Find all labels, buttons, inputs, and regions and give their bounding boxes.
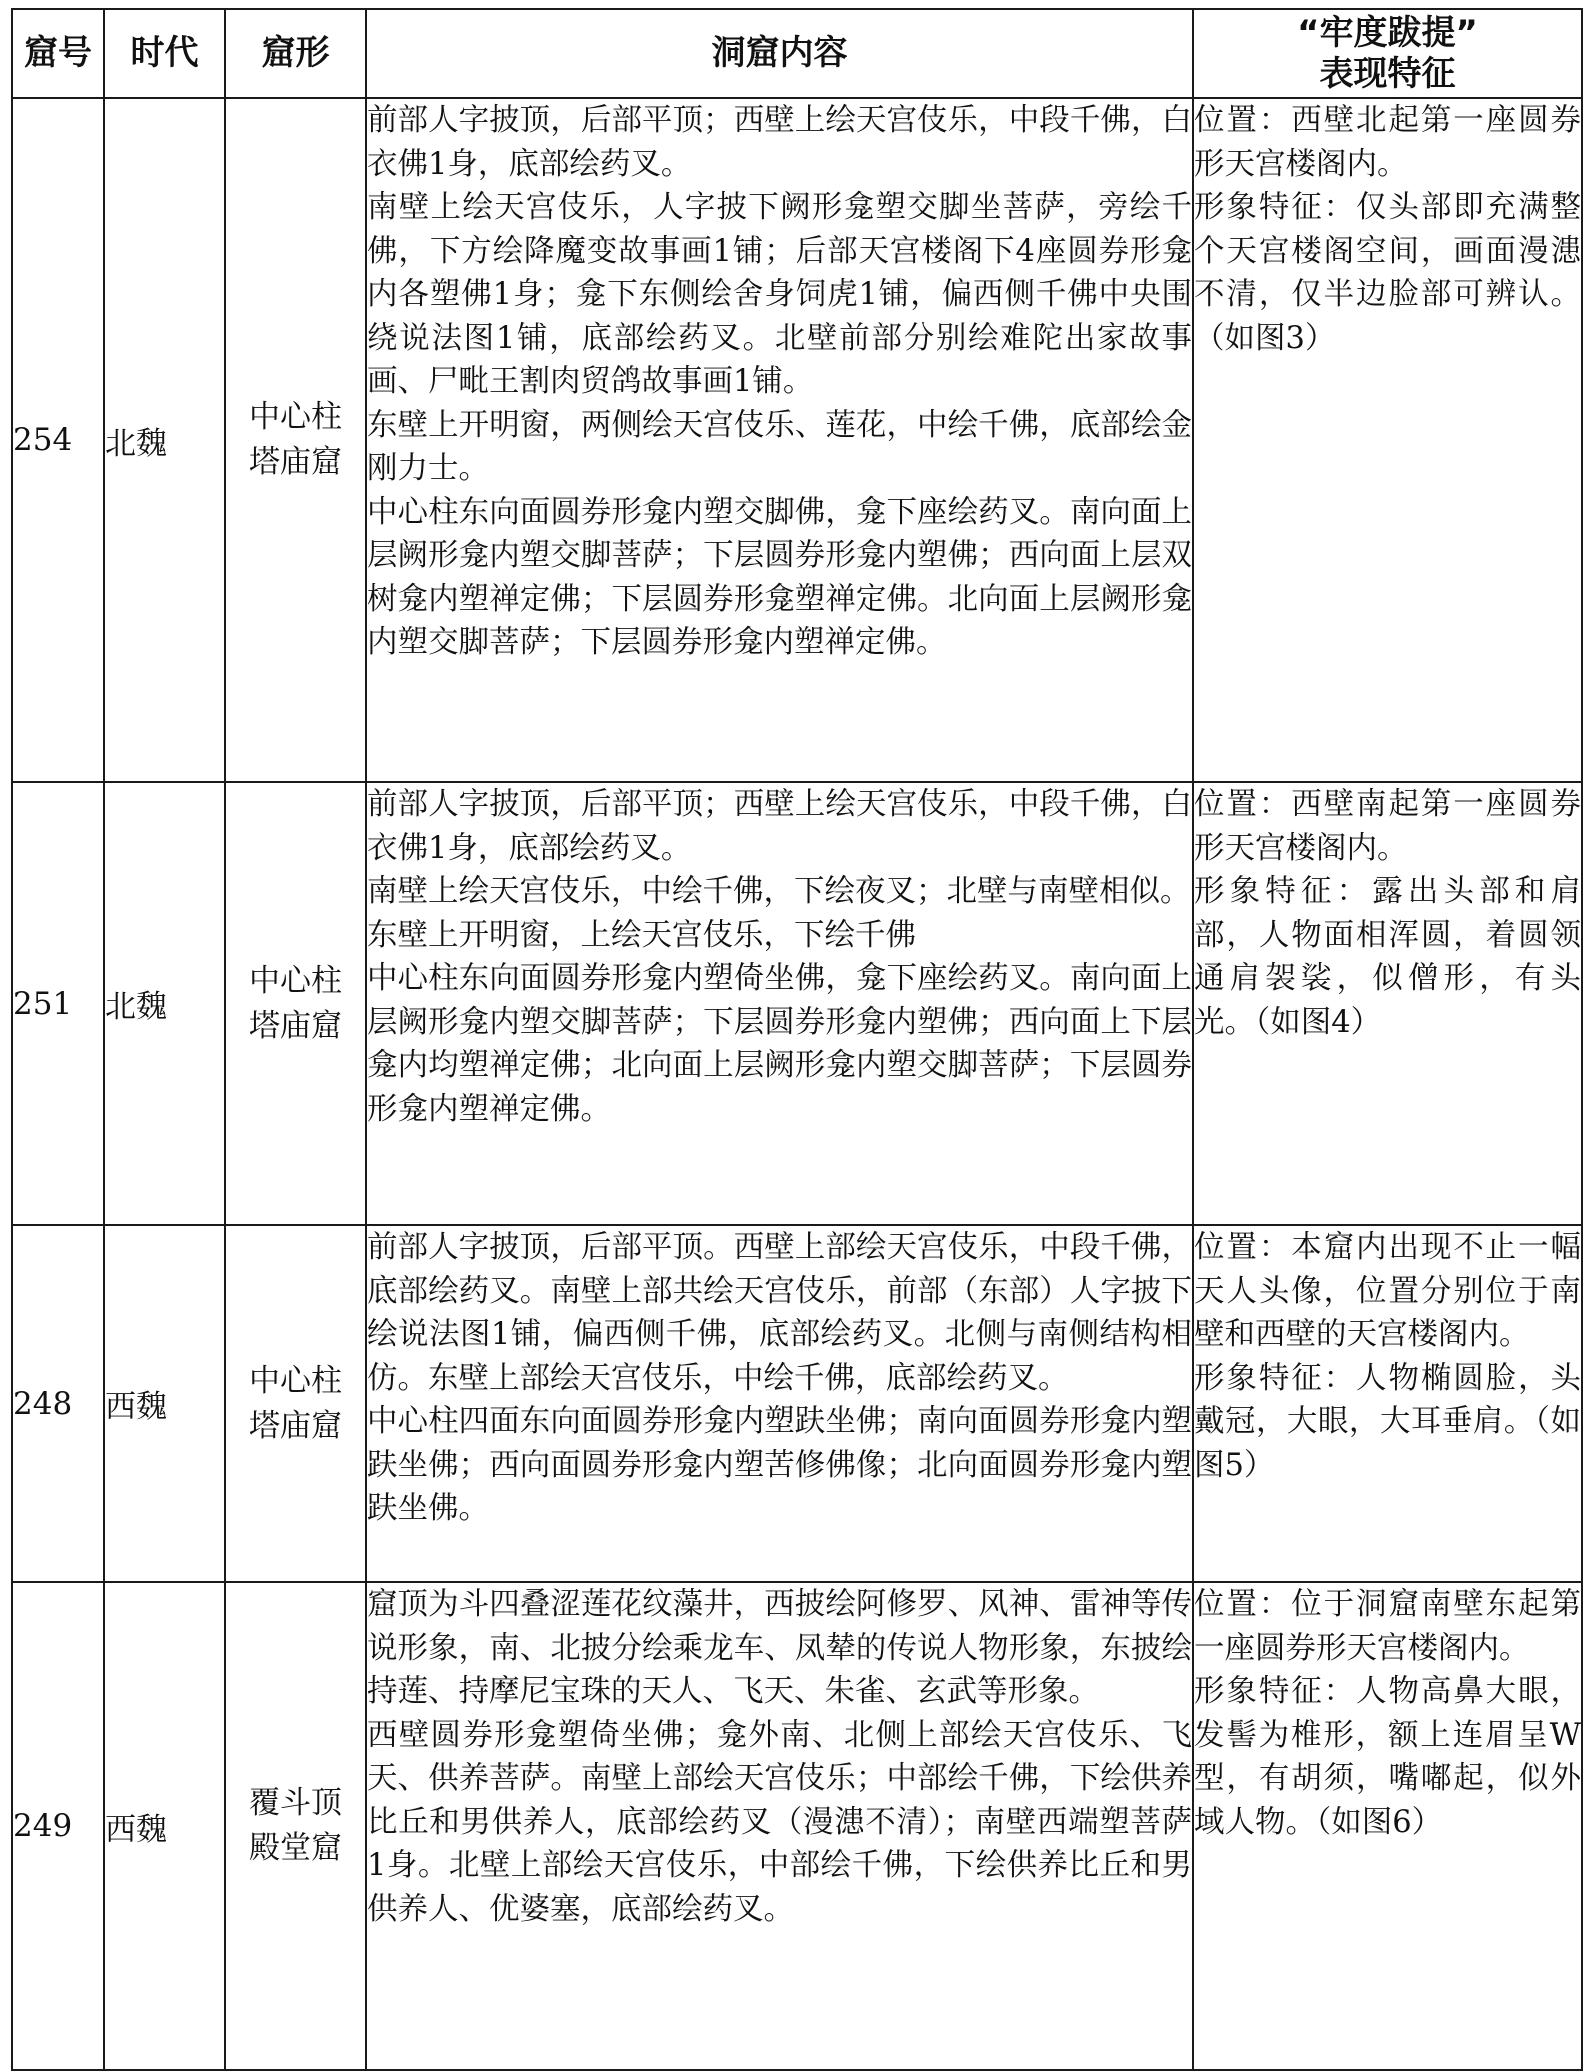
feature-appearance: 形象特征：露出头部和肩部，人物面相浑圆，着圆领通肩袈裟，似僧形，有头光。（如图4） xyxy=(1194,874,1581,1040)
cave-table xyxy=(11,8,1583,2071)
content-cell xyxy=(366,1225,1193,1582)
feature-appearance: 形象特征：人物高鼻大眼，发髻为椎形，额上连眉呈W型，有胡须，嘴嘟起，似外域人物。（如图6） xyxy=(1194,1674,1581,1840)
era-cell: 北魏 xyxy=(104,782,225,1225)
header-features xyxy=(1193,9,1582,98)
cave-type-line: 塔庙窟 xyxy=(249,1407,342,1444)
cave-type-line: 殿堂窟 xyxy=(249,1830,342,1866)
content-paragraph: 中心柱东向面圆券形龛内塑倚坐佛，龛下座绘药叉。南向面上层阙形龛内塑交脚菩萨；下层圆券形龛内塑佛；西向面上下层龛内均塑禅定佛；北向面上层阙形龛内塑交脚菩萨；下层圆券形龛内塑禅定佛。 xyxy=(367,961,1192,1127)
feature-appearance: 形象特征：人物椭圆脸，头戴冠，大眼，大耳垂肩。（如图5） xyxy=(1194,1360,1581,1483)
header-content: 洞窟内容 xyxy=(366,9,1193,98)
content-paragraph: 中心柱东向面圆券形龛内塑交脚佛，龛下座绘药叉。南向面上层阙形龛内塑交脚菩萨；下层圆券形龛内塑佛；西向面上层双树龛内塑禅定佛；下层圆券形龛塑禅定佛。北向面上层阙形龛内塑交脚菩萨；下层圆券形龛内塑禅定佛。 xyxy=(367,494,1192,660)
content-paragraph: 中心柱四面东向面圆券形龛内塑趺坐佛；南向面圆券形龛内塑趺坐佛；西向面圆券形龛内塑苦修佛像；北向面圆券形龛内塑趺坐佛。 xyxy=(367,1404,1192,1526)
table-row xyxy=(12,782,1582,1225)
cave-type-cell xyxy=(225,1582,366,2070)
content-paragraph: 窟顶为斗四叠涩莲花纹藻井，西披绘阿修罗、风神、雷神等传说形象，南、北披分绘乘龙车、凤辇的传说人物形象，东披绘持莲、持摩尼宝珠的天人、飞天、朱雀、玄武等形象。 xyxy=(367,1587,1192,1709)
table-row xyxy=(12,98,1582,782)
content-paragraph: 前部人字披顶，后部平顶。西壁上部绘天宫伎乐，中段千佛，底部绘药叉。南壁上部共绘天宫伎乐，前部（东部）人字披下绘说法图1铺，偏西侧千佛，底部绘药叉。北侧与南侧结构相仿。东壁上部绘天宫伎乐，中绘千佛，底部绘药叉。 xyxy=(367,1230,1192,1396)
cave-no-cell: 249 xyxy=(12,1582,104,2070)
cave-type-line: 塔庙窟 xyxy=(249,1007,342,1044)
header-features-line: “牢度跋提” xyxy=(1297,12,1478,53)
content-cell xyxy=(366,782,1193,1225)
era-cell: 西魏 xyxy=(104,1225,225,1582)
table-row xyxy=(12,1582,1582,2070)
header-cave-no: 窟号 xyxy=(12,9,104,98)
header-features-line: 表现特征 xyxy=(1319,53,1456,94)
features-cell xyxy=(1193,1225,1582,1582)
content-paragraph: 前部人字披顶，后部平顶；西壁上绘天宫伎乐，中段千佛，白衣佛1身，底部绘药叉。 xyxy=(367,787,1192,866)
feature-position: 位置：本窟内出现不止一幅天人头像，位置分别位于南壁和西壁的天宫楼阁内。 xyxy=(1194,1230,1581,1352)
cave-no-cell: 248 xyxy=(12,1225,104,1582)
feature-position: 位置：西壁北起第一座圆券形天宫楼阁内。 xyxy=(1194,103,1581,182)
content-paragraph: 西壁圆券形龛塑倚坐佛；龛外南、北侧上部绘天宫伎乐、飞天、供养菩萨。南壁上部绘天宫伎乐；中部绘千佛，下绘供养比丘和男供养人，底部绘药叉（漫漶不清）；南壁西端塑菩萨1身。北壁上部绘天宫伎乐，中部绘千佛，下绘供养比丘和男供养人、优婆塞，底部绘药叉。 xyxy=(367,1717,1192,1927)
content-cell xyxy=(366,1582,1193,2070)
cave-type-cell xyxy=(225,1225,366,1582)
feature-position: 位置：西壁南起第一座圆券形天宫楼阁内。 xyxy=(1194,787,1581,866)
content-paragraph: 南壁上绘天宫伎乐，中绘千佛，下绘夜叉；北壁与南壁相似。 xyxy=(367,874,1191,909)
content-paragraph: 东壁上开明窗，上绘天宫伎乐，下绘千佛 xyxy=(367,917,916,953)
cave-type-line: 中心柱 xyxy=(249,1362,342,1399)
cave-type-line: 覆斗顶 xyxy=(249,1785,342,1821)
cave-no-cell: 251 xyxy=(12,782,104,1225)
feature-appearance: 形象特征：仅头部即充满整个天宫楼阁空间，画面漫漶不清，仅半边脸部可辨认。（如图3） xyxy=(1194,190,1581,356)
cave-type-line: 塔庙窟 xyxy=(249,444,342,480)
era-cell: 北魏 xyxy=(104,98,225,782)
cave-no-cell: 254 xyxy=(12,98,104,782)
header-cave-type: 窟形 xyxy=(225,9,366,98)
content-paragraph: 前部人字披顶，后部平顶；西壁上绘天宫伎乐，中段千佛，白衣佛1身，底部绘药叉。 xyxy=(367,103,1192,182)
era-cell: 西魏 xyxy=(104,1582,225,2070)
table-row xyxy=(12,1225,1582,1582)
content-paragraph: 东壁上开明窗，两侧绘天宫伎乐、莲花，中绘千佛，底部绘金刚力士。 xyxy=(367,407,1192,486)
cave-type-line: 中心柱 xyxy=(249,399,342,435)
cave-type-line: 中心柱 xyxy=(249,962,342,999)
features-cell xyxy=(1193,1582,1582,2070)
feature-position: 位置：位于洞窟南壁东起第一座圆券形天宫楼阁内。 xyxy=(1194,1587,1581,1666)
content-paragraph: 南壁上绘天宫伎乐，人字披下阙形龛塑交脚坐菩萨，旁绘千佛，下方绘降魔变故事画1铺；后部天宫楼阁下4座圆券形龛内各塑佛1身；龛下东侧绘舍身饲虎1铺，偏西侧千佛中央围绕说法图1铺，底部绘药叉。北壁前部分别绘难陀出家故事画、尸毗王割肉贸鸽故事画1铺。 xyxy=(367,190,1192,399)
content-cell xyxy=(366,98,1193,782)
features-cell xyxy=(1193,98,1582,782)
header-era: 时代 xyxy=(104,9,225,98)
table-header-row xyxy=(12,9,1582,98)
cave-type-cell xyxy=(225,782,366,1225)
cave-type-cell xyxy=(225,98,366,782)
features-cell xyxy=(1193,782,1582,1225)
